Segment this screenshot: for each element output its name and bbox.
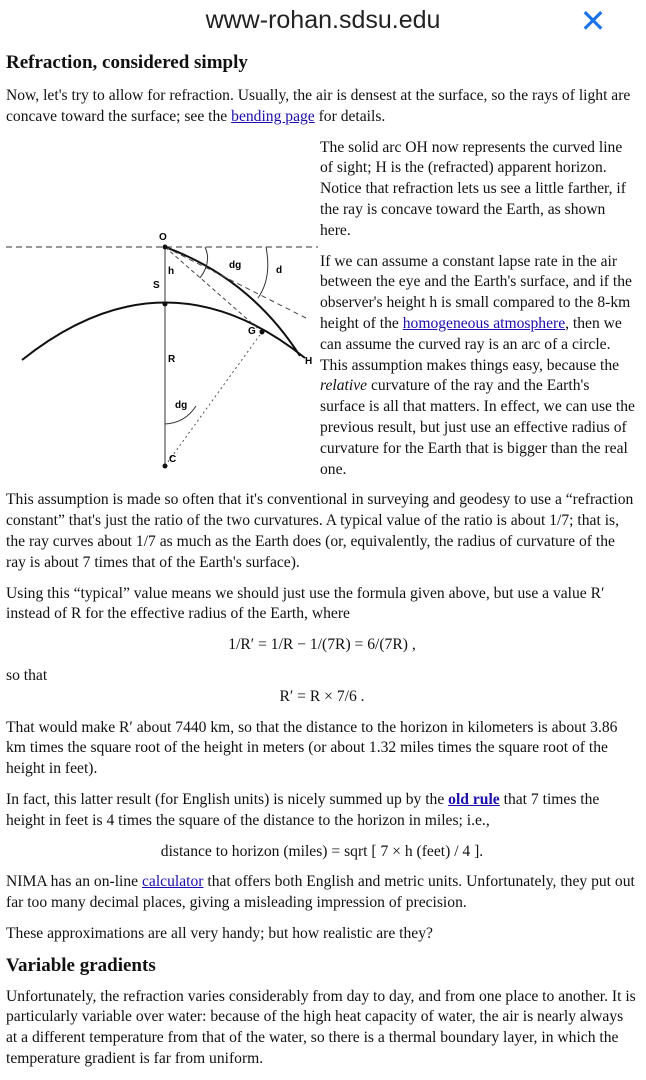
figure-caption-1: The solid arc OH now represents the curved line of sight; H is the (refracted) apparent horizon. Notice that refraction lets us see a little farther, if the ray is concave toward the Earth, as shown here. [320,138,626,239]
angle-arc-d [258,247,268,298]
bending-page-link[interactable]: bending page [231,107,315,125]
refraction-diagram [0,138,320,474]
label-dg-bottom: dg [175,399,188,411]
paragraph-refraction-constant: This assumption is made so often that it's conventional in surveying and geodesy to use a “refraction constant” that's just the ratio of the two curvatures. A typical value of the ratio is about 1/7; that is, the ray curves about 1/7 as much as the Earth does (or, equivalently, the radius of curvature of the ray is about 7 times that of the Earth's surface). [6,491,634,571]
point-s [163,301,168,306]
section-heading-variable-gradients: Variable gradients [6,954,156,976]
point-c [163,463,168,468]
calculator-link[interactable]: calculator [142,873,204,891]
label-g: G [248,325,256,337]
point-o [163,244,168,249]
label-dg-top: dg [229,259,242,271]
label-r: R [168,353,176,365]
formula-effective-radius: R′ = R × 7/6 . [279,687,365,705]
paragraph-lapse-rate: If we can assume a constant lapse rate in the air between the eye and the Earth's surface, and if the observer's height h is small compared to the 8-km height of the homogeneous atmosphere, then we can assume the curved ray is an arc of a circle. This assumption makes things easy, because the relative curvature of the ray and the Earth's surface is all that matters. In effect, we can use the previous result, but just use an effective radius of curvature for the Earth that is bigger than the real one. [320,252,635,478]
paragraph-variable-gradients: Unfortunately, the refraction varies considerably from day to day, and from one place to another. It is particularly variable over water: because of the high heat capacity of water, the air is nearly always at a different temperature from that of the water, so there is a thermal boundary layer, in which the temperature gradient is far from uniform. [6,987,636,1068]
dashed-tangent-line [165,247,306,318]
article-content [6,44,638,1080]
url-display[interactable]: www-rohan.sdsu.edu [205,6,441,34]
point-g [260,329,265,334]
close-icon[interactable]: ✕ [579,3,607,39]
paragraph-approximations: These approximations are all very handy; but how realistic are they? [6,924,433,942]
so-that-text: so that [6,666,48,684]
label-o: O [159,231,167,243]
formula-inverse-radius: 1/R′ = 1/R − 1/(7R) = 6/(7R) , [228,636,416,654]
label-c: C [169,453,177,465]
old-rule-link[interactable]: old rule [448,790,500,808]
paragraph-old-rule: In fact, this latter result (for English units) is nicely summed up by the old rule that 7 times the height in feet is 4 times the square of the distance to the horizon in miles; i.e., [6,790,600,829]
homogeneous-atmosphere-link[interactable]: homogeneous atmosphere [402,314,566,332]
label-d: d [276,264,283,276]
section-heading-refraction: Refraction, considered simply [6,52,248,73]
paragraph-intro: Now, let's try to allow for refraction. Usually, the air is densest at the surface, so the rays of light are concave toward the surface; see the bending page for details. [6,87,631,125]
paragraph-typical-value: Using this “typical” value means we should just use the formula given above, but use a value R′ instead of R for the effective radius of the Earth, where [6,584,605,623]
label-h: h [168,265,175,277]
paragraph-nima: NIMA has an on-line calculator that offers both English and metric units. Unfortunately, they put out far too many decimal places, giving a misleading impression of precision. [6,873,635,912]
label-hh: H [305,355,313,367]
paragraph-7440km: That would make R′ about 7440 km, so that the distance to the horizon in kilometers is about 3.86 km times the square root of the height in meters (or about 1.32 miles times the square root of the height in feet). [6,718,618,778]
diagram-svg [0,138,320,478]
dotted-line-cg [165,332,262,466]
label-s: S [153,279,160,291]
dashed-line-og [165,247,262,332]
browser-top-bar [0,0,646,46]
formula-distance-to-horizon: distance to horizon (miles) = sqrt [ 7 × h (feet) / 4 ]. [160,842,484,860]
